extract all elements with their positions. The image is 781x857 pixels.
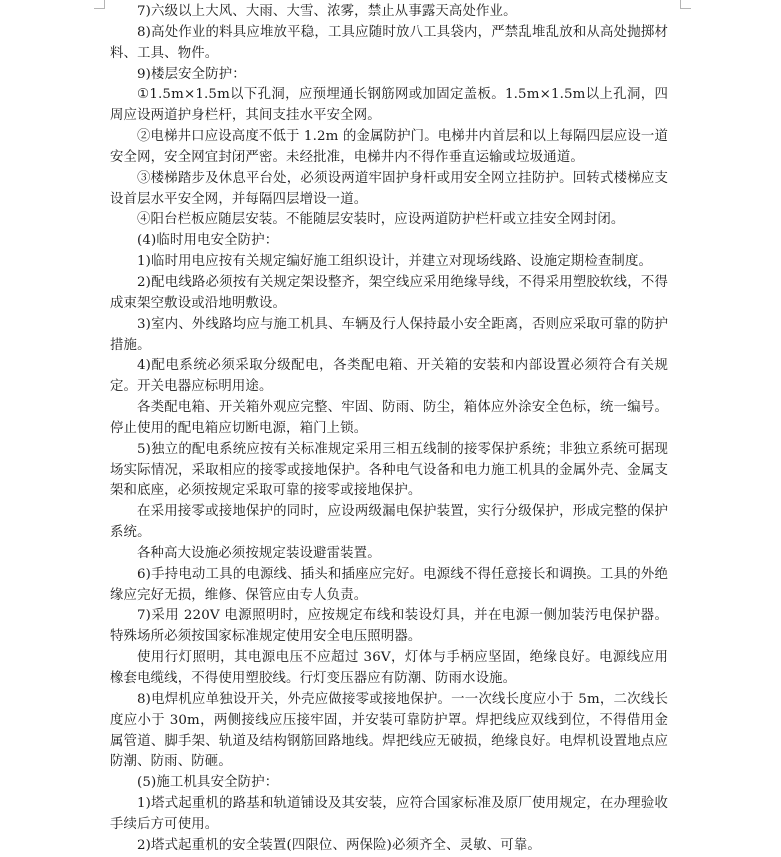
paragraph-elevator-shaft: ②电梯井口应设高度不低于 1.2m 的金属防护门。电梯井内首层和以上每隔四层应设一道安全网，安全网宜封闭严密。未经批准，电梯井内不得作垂直运输或垃圾通道。 bbox=[110, 129, 668, 165]
paragraph-distribution-boxes: 各类配电箱、开关箱外观应完整、牢固、防雨、防尘，箱体应外涂安全色标，统一编号。停止使用的配电箱应切断电源，箱门上锁。 bbox=[110, 400, 668, 436]
heading-temporary-electricity: (4)临时用电安全防护： bbox=[137, 233, 279, 249]
paragraph-tower-crane-safety: 2)塔式起重机的安全装置(四限位、两保险)必须齐全、灵敏、可靠。 bbox=[137, 837, 541, 853]
paragraph-electric-design: 1)临时用电应按有关规定编好施工组织设计，并建立对现场线路、设施定期检查制度。 bbox=[137, 254, 653, 270]
paragraph-hand-tools: 6)手持电动工具的电源线、插头和插座应完好。电源线不得任意接长和调换。工具的外绝缘应完好无损，维修、保管应由专人负责。 bbox=[110, 566, 668, 603]
paragraph-hand-lamp: 使用行灯照明，其电源电压不应超过 36V，灯体与手柄应坚固，绝缘良好。电源线应用橡套电缆线，不得使用塑胶线。行灯变压器应有防潮、防雨水设施。 bbox=[110, 650, 668, 686]
paragraph-grounding-system: 5)独立的配电系统应按有关标准规定采用三相五线制的接零保护系统；非独立系统可据现场实际情况，采取相应的接零或接地保护。各种电气设备和电力施工机具的金属外壳、金属支架和底座，必须按规定采取可靠的接零或接地保护。 bbox=[110, 441, 668, 499]
paragraph-material-stacking: 8)高处作业的料具应堆放平稳，工具应随时放八工具袋内，严禁乱堆乱放和从高处抛掷材料、工具、物件。 bbox=[110, 24, 668, 61]
paragraph-wind-rain-snow-fog: 7)六级以上大风、大雨、大雪、浓雾，禁止从事露天高处作业。 bbox=[137, 4, 517, 19]
margin-corner-mark-left bbox=[94, 0, 105, 9]
paragraph-balcony: ④阳台栏板应随层安装。不能随层安装时，应设两道防护栏杆或立挂安全网封闭。 bbox=[137, 212, 625, 228]
paragraph-openings: ①1.5m×1.5m以下孔洞，应预埋通长钢筋网或加固定盖板。1.5m×1.5m以上孔洞，四周应设两道护身栏杆，其间支挂水平安全网。 bbox=[110, 87, 668, 124]
paragraph-welding: 8)电焊机应单独设开关，外壳应做接零或接地保护。一一次线长度应小于 5m，二次线长度应小于 30m，两侧接线应压接牢固，并安装可靠防护罩。焊把线应双线到位，不得借用金属管道、脚手架、轨道及结构钢筋回路地线。焊把线应无破损，绝缘良好。电焊机设置地点应防潮、防雨、防砸。 bbox=[110, 691, 668, 770]
heading-machinery-protection: (5)施工机具安全防护： bbox=[137, 775, 279, 791]
paragraph-tower-crane-foundation: 1)塔式起重机的路基和轨道铺设及其安装，应符合国家标准及原厂使用规定，在办理验收手续后方可使用。 bbox=[110, 796, 668, 832]
document-body bbox=[110, 2, 668, 857]
paragraph-lighting-220v: 7)采用 220V 电源照明时，应按规定布线和装设灯具，并在电源一侧加装汚电保护器。特殊场所必须按国家标准规定使用安全电压照明器。 bbox=[110, 608, 668, 645]
margin-corner-mark-right bbox=[680, 0, 691, 9]
paragraph-safe-distance: 3)室内、外线路均应与施工机具、车辆及行人保持最小安全距离，否则应采取可靠的防护措施。 bbox=[110, 316, 668, 353]
paragraph-distribution: 4)配电系统必须采取分级配电，各类配电箱、开关箱的安装和内部设置必须符合有关规定。开关电器应标明用途。 bbox=[110, 358, 668, 395]
paragraph-wiring: 2)配电线路必须按有关规定架设整齐，架空线应采用绝缘导线，不得采用塑胶软线，不得成束架空敷设或沿地明敷设。 bbox=[110, 274, 668, 311]
paragraph-lightning: 各种高大设施必须按规定装设避雷装置。 bbox=[137, 545, 381, 561]
paragraph-leakage-protection: 在采用接零或接地保护的同时，应设两级漏电保护装置，实行分级保护，形成完整的保护系统。 bbox=[110, 504, 668, 541]
heading-floor-protection: 9)楼层安全防护： bbox=[137, 66, 246, 82]
paragraph-stairs: ③楼梯踏步及休息平台处，必须设两道牢固护身杆或用安全网立挂防护。回转式楼梯应支设首层水平安全网，并每隔四层增设一道。 bbox=[110, 170, 668, 207]
